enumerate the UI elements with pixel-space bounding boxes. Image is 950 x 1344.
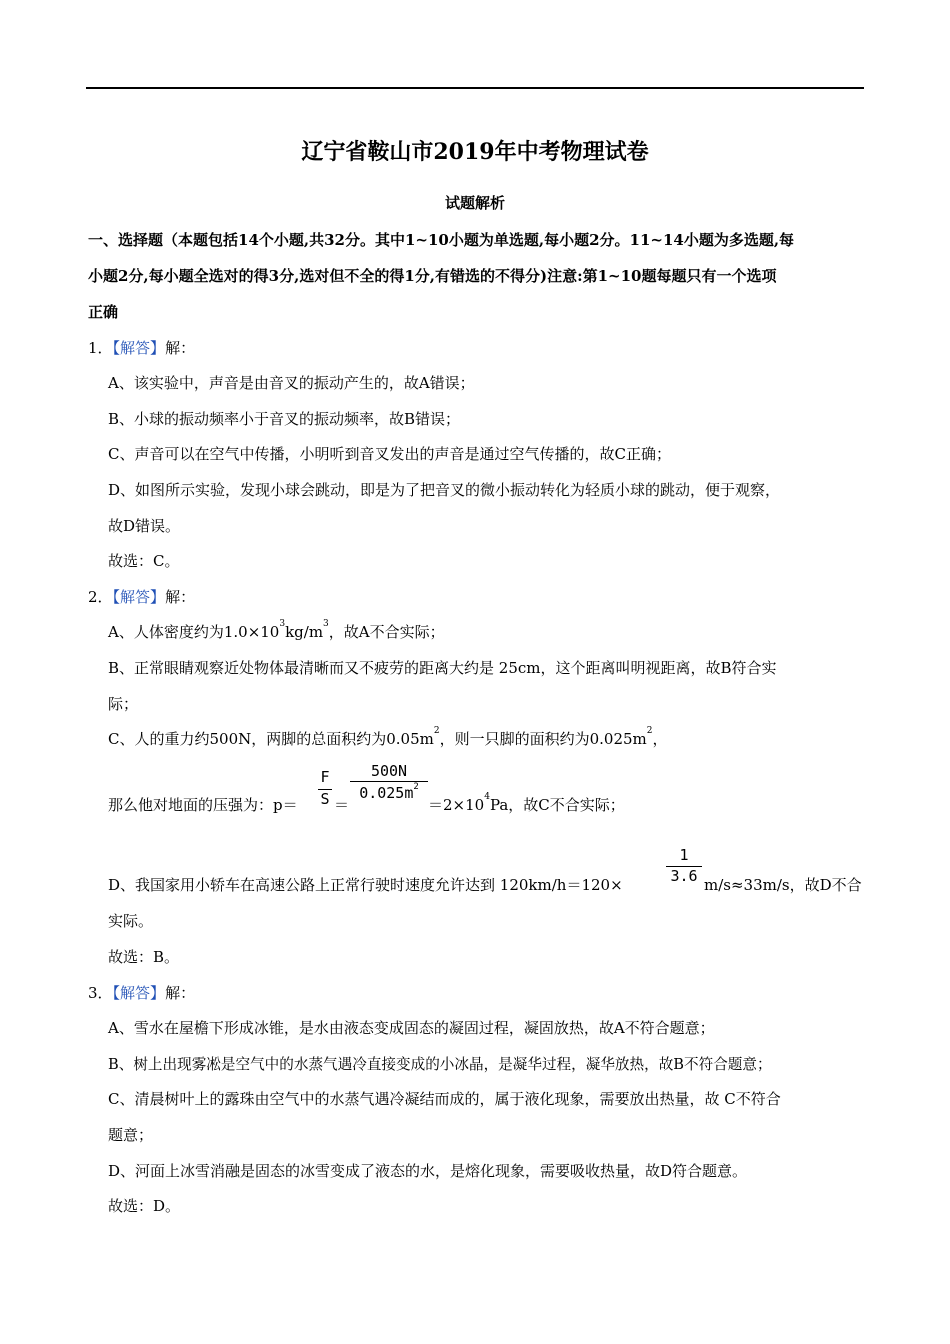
q2-option-b-line2: 际； <box>108 695 139 713</box>
fraction-1-bar <box>666 866 702 867</box>
q1-option-d-line1: D、如图所示实验，发现小球会跳动，即是为了把音叉的微小振动转化为轻质小球的跳动，便于观察， <box>108 481 781 499</box>
q3-answer-suffix: 解： <box>165 984 196 1002</box>
q1-answer-suffix: 解： <box>165 339 196 357</box>
q2-option-d-suffix: m/s≈33m/s，故D不合 <box>704 876 862 894</box>
q2-c-result-value: ＝2×10 <box>428 796 485 814</box>
fraction-3-6-denominator: 3.6 <box>670 867 698 885</box>
q2-a-unit: kg/m <box>285 623 324 641</box>
q3-option-d: D、河面上冰雪消融是固态的冰雪变成了液态的水，是熔化现象，需要吸收热量，故D符合题意。 <box>108 1162 748 1180</box>
fraction-1-numerator: 1 <box>679 846 689 864</box>
fraction-f-numerator: F <box>320 768 330 786</box>
q3-choice: 故选：D。 <box>108 1197 181 1215</box>
q2-option-c-line1 <box>108 728 668 749</box>
section-heading-line-3: 正确 <box>88 303 119 321</box>
q2-choice: 故选：B。 <box>108 948 180 966</box>
q2-header <box>88 586 195 607</box>
q2-c-result-conclusion: Pa，故C不合实际； <box>489 796 625 814</box>
q2-number: 2． <box>88 588 113 606</box>
q3-answer-tag: 【解答】 <box>112 984 166 1002</box>
section-heading-line-1: 一、选择题（本题包括14个小题,共32分。其中1~10小题为单选题,每小题2分。11~14小题为多选题,每 <box>88 231 795 249</box>
q2-c-result-exponent: 4 <box>484 792 490 802</box>
q2-c-text-mid: ，则一只脚的面积约为0.025m <box>439 730 647 748</box>
header-rule <box>86 87 864 89</box>
fraction-500n-numerator: 500N <box>370 762 408 780</box>
q2-equals: ＝ <box>334 796 350 814</box>
q2-c-result <box>428 794 625 815</box>
q2-c-text: C、人的重力约500N，两脚的总面积约为0.05m <box>108 730 434 748</box>
q1-option-b: B、小球的振动频率小于音叉的振动频率，故B错误； <box>108 410 461 428</box>
fraction-500n-over-area <box>350 762 428 802</box>
q1-option-a: A、该实验中，声音是由音叉的振动产生的，故A错误； <box>108 374 475 392</box>
q2-option-b-line1: B、正常眼睛观察近处物体最清晰而又不疲劳的距离大约是 25cm，这个距离叫明视距离，故B符合实 <box>108 659 777 677</box>
fraction-area-value: 0.025m <box>359 784 414 802</box>
fraction-area-exponent: 2 <box>413 782 419 792</box>
fraction-f-bar <box>318 789 332 790</box>
q3-number: 3． <box>88 984 113 1002</box>
page-title: 辽宁省鞍山市2019年中考物理试卷 <box>301 139 649 165</box>
q3-option-b: B、树上出现雾凇是空气中的水蒸气遇冷直接变成的小冰晶，是凝华过程，凝华放热，故B不符合题意； <box>108 1056 772 1073</box>
q2-a-text: A、人体密度约为1.0×10 <box>108 623 280 641</box>
q1-choice: 故选：C。 <box>108 552 180 570</box>
q1-number: 1． <box>88 339 113 357</box>
fraction-1-over-3-6 <box>666 846 702 885</box>
q2-c-exponent-2: 2 <box>646 726 653 736</box>
q2-option-a <box>108 621 445 642</box>
q2-option-d-line2: 实际。 <box>108 912 154 930</box>
section-heading-line-2: 小题2分,每小题全选对的得3分,选对但不全的得1分,有错选的不得分)注意:第1~10题每题只有一个选项 <box>88 267 777 285</box>
q1-option-c: C、声音可以在空气中传播，小明听到音叉发出的声音是通过空气传播的，故C正确； <box>108 445 671 463</box>
q1-header <box>88 337 195 358</box>
q2-c-text-end: ， <box>652 730 668 748</box>
q2-answer-tag: 【解答】 <box>112 588 166 606</box>
q2-c-exponent: 2 <box>433 726 440 736</box>
q2-a-conclusion: ，故A不合实际； <box>328 623 445 641</box>
q3-header <box>88 982 195 1003</box>
q2-a-exponent: 3 <box>279 619 286 629</box>
q3-option-a: A、雪水在屋檐下形成冰锥，是水由液态变成固态的凝固过程，凝固放热，故A不符合题意； <box>108 1019 715 1037</box>
q1-option-d-line2: 故D错误。 <box>108 517 181 535</box>
q2-option-d-prefix: D、我国家用小轿车在高速公路上正常行驶时速度允许达到 120km/h＝120× <box>108 876 623 894</box>
fraction-f-over-s <box>318 768 332 808</box>
page-subtitle: 试题解析 <box>444 194 505 212</box>
q2-c-formula-prefix: 那么他对地面的压强为：p＝ <box>108 796 298 814</box>
section-heading <box>88 222 866 330</box>
q2-a-unit-exponent: 3 <box>323 619 329 629</box>
q1-answer-tag: 【解答】 <box>112 339 166 357</box>
q3-option-c-line1: C、清晨树叶上的露珠由空气中的水蒸气遇冷凝结而成的，属于液化现象，需要放出热量，故 C不符合 <box>108 1090 781 1108</box>
q3-option-c-line2: 题意； <box>108 1126 154 1144</box>
fraction-s-denominator: S <box>320 790 330 808</box>
q2-answer-suffix: 解： <box>165 588 196 606</box>
fraction-area-denominator <box>350 784 428 802</box>
